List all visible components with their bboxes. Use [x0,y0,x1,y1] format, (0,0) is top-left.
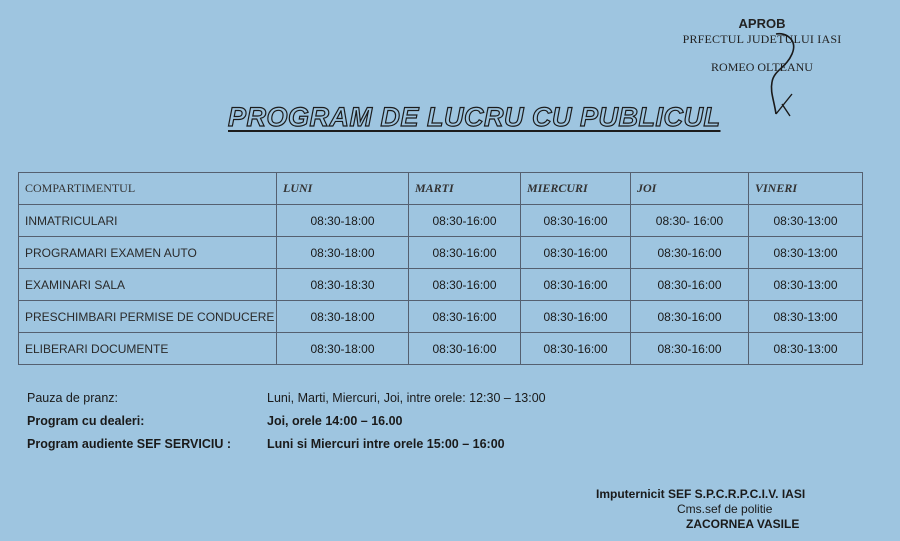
audience-label: Program audiente SEF SERVICIU : [27,437,231,451]
approval-name: ROMEO OLTEANU [711,60,813,74]
time-cell: 08:30- 16:00 [631,205,749,237]
pause-label: Pauza de pranz: [27,391,119,405]
schedule-table [18,172,863,365]
dept-cell: PRESCHIMBARI PERMISE DE CONDUCERE [19,301,277,333]
header-miercuri: MIERCURI [521,173,631,205]
dept-cell: INMATRICULARI [19,205,277,237]
time-cell: 08:30-16:00 [409,269,521,301]
time-cell: 08:30-16:00 [631,333,749,365]
time-cell: 08:30-16:00 [521,237,631,269]
audience-value: Luni si Miercuri intre orele 15:00 – 16:00 [267,437,505,451]
table-row [19,237,863,269]
time-cell: 08:30-13:00 [749,333,863,365]
table-header-row [19,173,863,205]
signatory-name: ZACORNEA VASILE [686,517,800,531]
signatory-block [596,487,805,531]
handwritten-signature [752,30,812,120]
time-cell: 08:30-18:30 [277,269,409,301]
time-cell: 08:30-13:00 [749,205,863,237]
signatory-role: Imputernicit SEF S.P.C.R.P.C.I.V. IASI [596,487,806,501]
time-cell: 08:30-18:00 [277,301,409,333]
time-cell: 08:30-16:00 [521,333,631,365]
time-cell: 08:30-13:00 [749,237,863,269]
time-cell: 08:30-16:00 [631,301,749,333]
page-title: PROGRAM DE LUCRU CU PUBLICUL [228,102,721,132]
header-marti: MARTI [409,173,521,205]
approval-title: PRFECTUL JUDETULUI IASI [682,32,842,46]
time-cell: 08:30-16:00 [631,269,749,301]
table-row [19,301,863,333]
time-cell: 08:30-16:00 [409,333,521,365]
time-cell: 08:30-16:00 [521,301,631,333]
dept-cell: PROGRAMARI EXAMEN AUTO [19,237,277,269]
time-cell: 08:30-13:00 [749,269,863,301]
approval-label: APROB [738,16,786,31]
dealers-label: Program cu dealeri: [27,414,145,428]
time-cell: 08:30-18:00 [277,205,409,237]
dealers-value: Joi, orele 14:00 – 16.00 [267,414,403,428]
table-row [19,333,863,365]
time-cell: 08:30-16:00 [521,205,631,237]
header-compartiment: COMPARTIMENTUL [19,173,277,205]
dept-cell: ELIBERARI DOCUMENTE [19,333,277,365]
header-vineri: VINERI [749,173,863,205]
time-cell: 08:30-16:00 [409,301,521,333]
header-luni: LUNI [277,173,409,205]
time-cell: 08:30-16:00 [521,269,631,301]
header-joi: JOI [631,173,749,205]
time-cell: 08:30-18:00 [277,237,409,269]
signatory-rank: Cms.sef de politie [677,502,773,516]
dept-cell: EXAMINARI SALA [19,269,277,301]
pause-value: Luni, Marti, Miercuri, Joi, intre orele: 12:30 – 13:00 [267,391,546,405]
time-cell: 08:30-13:00 [749,301,863,333]
time-cell: 08:30-16:00 [409,237,521,269]
time-cell: 08:30-18:00 [277,333,409,365]
time-cell: 08:30-16:00 [409,205,521,237]
table-row [19,269,863,301]
table-row [19,205,863,237]
time-cell: 08:30-16:00 [631,237,749,269]
